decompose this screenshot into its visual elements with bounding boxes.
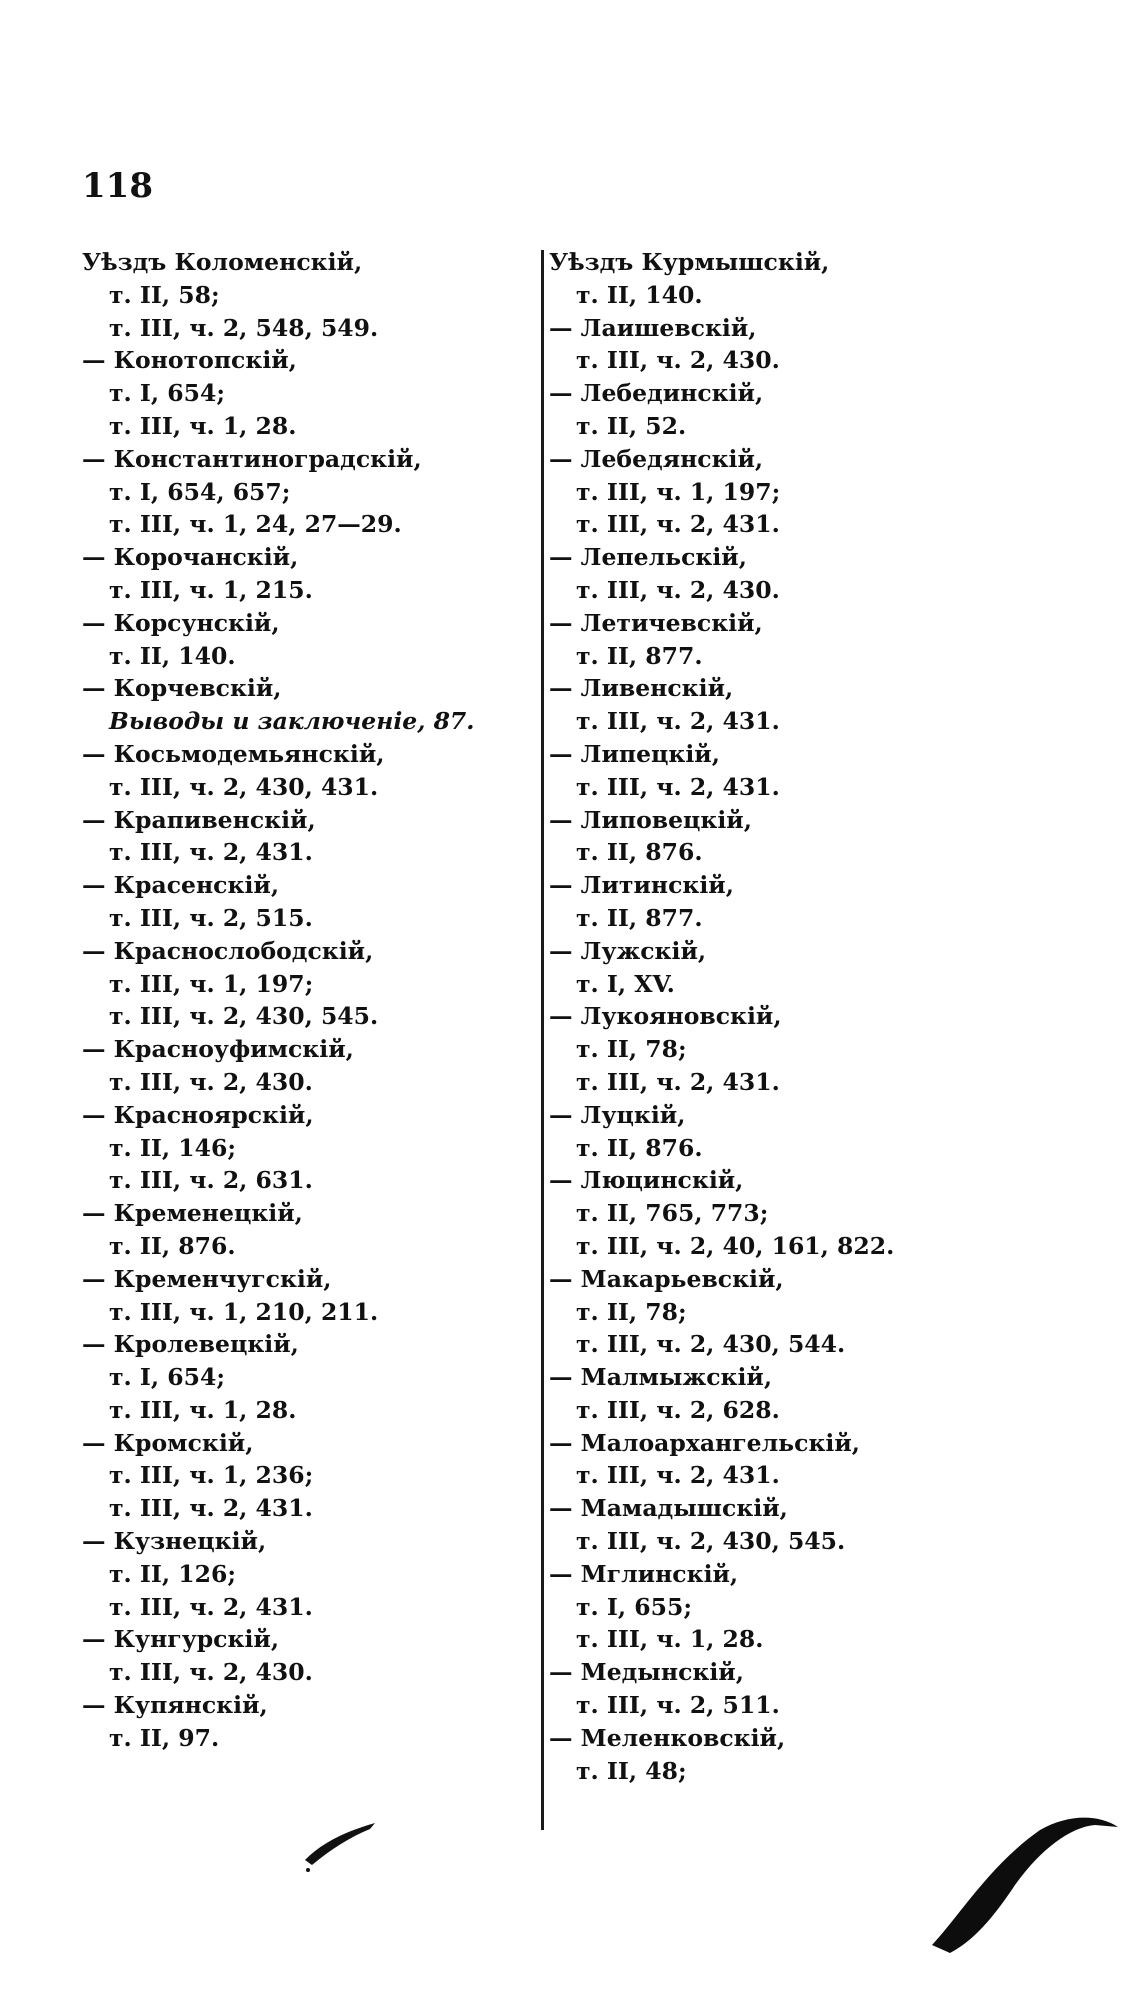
index-entry-heading: — Лепельскій, [549,543,747,572]
index-entry-heading: — Литинскій, [549,871,734,900]
index-entry-heading: — Малмыжскій, [549,1363,773,1392]
index-entry-reference: т. III, ч. 1, 197; [576,477,781,506]
index-entry-heading: — Кунгурскій, [82,1625,279,1654]
index-entry-reference: т. III, ч. 1, 197; [109,969,314,998]
index-entry-reference: т. I, 654; [109,1363,226,1392]
index-entry-reference: т. II, 52. [576,411,687,440]
index-entry-reference: т. II, 78; [576,1035,687,1064]
index-entry-heading: Уѣздъ Коломенскій, [82,248,363,276]
index-entry-heading: — Медынскій, [549,1658,744,1687]
index-entry-reference: т. III, ч. 1, 24, 27—29. [109,510,402,539]
index-entry-reference: т. III, ч. 1, 28. [576,1625,764,1654]
index-entry-heading: — Лукояновскій, [549,1002,782,1031]
index-entry-heading: — Корчевскій, [82,674,282,703]
index-entry-heading: — Кромскій, [82,1428,254,1457]
index-entry-heading: — Луцкій, [549,1100,686,1129]
index-entry-heading: — Лебедянскій, [549,444,764,473]
index-entry-heading: — Лебединскій, [549,379,764,408]
index-column-right [549,246,999,1787]
index-entry-heading: — Красноуфимскій, [82,1035,354,1064]
index-entry-heading: — Кременчугскій, [82,1264,332,1293]
index-entry-reference: т. III, ч. 1, 236; [109,1461,314,1490]
index-entry-reference: т. I, 655; [576,1592,693,1621]
index-entry-heading: — Корочанскій, [82,543,299,572]
index-entry-reference: т. II, 146; [109,1133,237,1162]
ink-smudge-left [300,1815,380,1875]
index-entry-reference: т. II, 140. [576,280,703,309]
index-entry-reference: т. III, ч. 2, 431. [109,838,313,867]
index-entry-reference: т. II, 876. [109,1231,236,1260]
index-entry-reference: Выводы и заключеніе, 87. [109,707,475,736]
index-entry-reference: т. III, ч. 2, 511. [576,1691,780,1720]
index-entry-reference: т. II, 48; [576,1756,687,1785]
index-entry-reference: т. III, ч. 2, 431. [576,1461,780,1490]
index-entry-reference: т. III, ч. 2, 430, 431. [109,772,379,801]
index-entry-heading: — Купянскій, [82,1691,268,1720]
index-entry-heading: — Мамадышскій, [549,1494,788,1523]
index-entry-reference: т. III, ч. 1, 210, 211. [109,1297,379,1326]
index-entry-reference: т. III, ч. 2, 431. [576,772,780,801]
column-divider [541,250,544,1830]
index-entry-heading: — Красноярскій, [82,1100,314,1129]
index-entry-reference: т. III, ч. 2, 430. [576,346,780,375]
index-entry-reference: т. III, ч. 2, 431. [576,707,780,736]
index-entry-reference: т. III, ч. 2, 431. [576,510,780,539]
index-entry-heading: — Липовецкій, [549,805,752,834]
index-entry-heading: — Липецкій, [549,739,720,768]
index-entry-reference: т. I, XV. [576,969,675,998]
index-entry-heading: — Кузнецкій, [82,1527,267,1556]
index-entry-heading: — Макарьевскій, [549,1264,784,1293]
index-entry-reference: т. II, 877. [576,641,703,670]
index-entry-reference: т. II, 876. [576,1133,703,1162]
index-entry-heading: — Летичевскій, [549,608,763,637]
index-entry-reference: т. II, 97. [109,1723,220,1752]
index-entry-reference: т. II, 876. [576,838,703,867]
index-entry-reference: т. I, 654, 657; [109,477,291,506]
index-entry-reference: т. I, 654; [109,379,226,408]
index-entry-heading: — Люцинскій, [549,1166,744,1195]
index-entry-reference: т. III, ч. 2, 430. [109,1067,313,1096]
index-entry-heading: — Мглинскій, [549,1559,739,1588]
index-entry-reference: т. III, ч. 2, 431. [109,1592,313,1621]
index-entry-reference: т. III, ч. 1, 28. [109,411,297,440]
index-entry-reference: т. III, ч. 2, 40, 161, 822. [576,1231,895,1260]
index-entry-reference: т. III, ч. 2, 430, 544. [576,1330,846,1359]
index-entry-heading: — Красенскій, [82,871,279,900]
index-entry-reference: т. III, ч. 1, 215. [109,575,313,604]
index-entry-reference: т. II, 126; [109,1559,237,1588]
index-entry-reference: т. III, ч. 2, 430, 545. [576,1527,846,1556]
index-entry-heading: — Кролевецкій, [82,1330,299,1359]
index-entry-reference: т. II, 140. [109,641,236,670]
index-entry-heading: Уѣздъ Курмышскій, [549,248,830,276]
page-number: 118 [82,166,153,206]
index-entry-heading: — Крапивенскій, [82,805,316,834]
index-entry-reference: т. II, 877. [576,903,703,932]
index-entry-reference: т. III, ч. 2, 515. [109,903,313,932]
index-entry-reference: т. II, 78; [576,1297,687,1326]
index-entry-reference: т. III, ч. 2, 548, 549. [109,313,379,342]
index-column-left [82,246,532,1755]
index-entry-heading: — Ливенскій, [549,674,734,703]
index-entry-reference: т. II, 58; [109,280,220,309]
index-entry-reference: т. III, ч. 2, 430. [576,575,780,604]
index-entry-heading: — Лужскій, [549,936,707,965]
index-entry-reference: т. III, ч. 2, 430, 545. [109,1002,379,1031]
index-entry-heading: — Корсунскій, [82,608,280,637]
index-entry-heading: — Малоархангельскій, [549,1428,860,1457]
index-entry-heading: — Косьмодемьянскій, [82,739,385,768]
index-entry-reference: т. III, ч. 2, 628. [576,1395,780,1424]
index-entry-reference: т. III, ч. 2, 430. [109,1658,313,1687]
index-entry-heading: — Лаишевскій, [549,313,757,342]
index-entry-heading: — Кременецкій, [82,1199,303,1228]
index-entry-heading: — Краснослободскій, [82,936,374,965]
index-entry-reference: т. III, ч. 2, 631. [109,1166,313,1195]
index-entry-reference: т. II, 765, 773; [576,1199,769,1228]
index-entry-reference: т. III, ч. 2, 431. [576,1067,780,1096]
index-entry-heading: — Конотопскій, [82,346,297,375]
ink-smudge-right [930,1805,1120,1955]
index-entry-reference: т. III, ч. 1, 28. [109,1395,297,1424]
index-entry-reference: т. III, ч. 2, 431. [109,1494,313,1523]
index-entry-heading: — Константиноградскій, [82,444,422,473]
index-entry-heading: — Меленковскій, [549,1723,786,1752]
